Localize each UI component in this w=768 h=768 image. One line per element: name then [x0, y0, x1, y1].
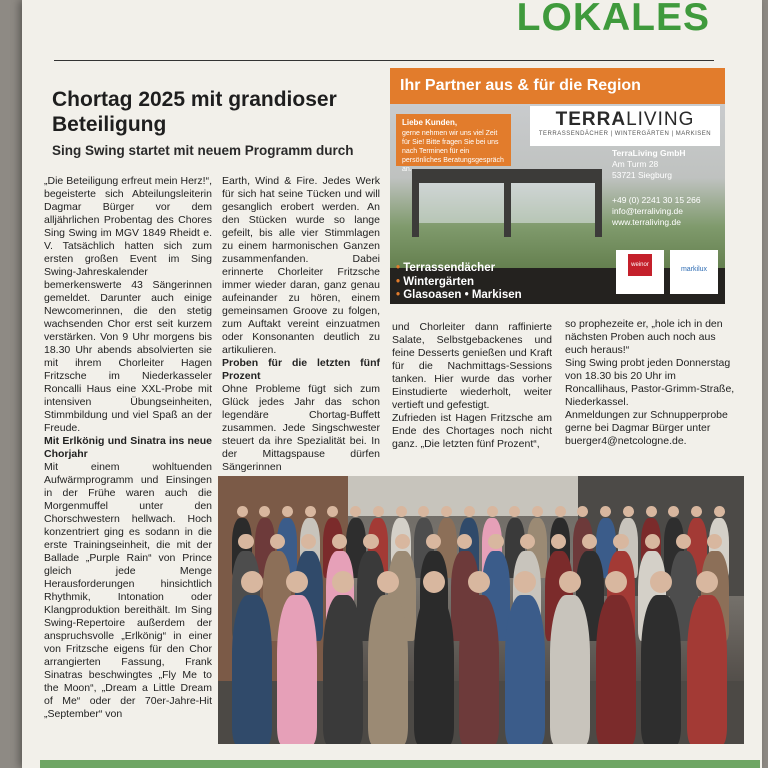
- choir-member: [687, 595, 727, 744]
- choir-member: [550, 595, 590, 744]
- article-paragraph: Sing Swing probt jeden Donnerstag von 18.30 bis 20 Uhr im Roncallihaus, Pastor-Grimm-Straße, Niederkassel.: [565, 357, 735, 408]
- choir-member-face: [487, 506, 498, 517]
- choir-member-face: [605, 571, 627, 593]
- partner-logo-weinor: weinor: [616, 250, 664, 294]
- choir-member-face: [668, 506, 679, 517]
- section-title: LOKALES: [516, 0, 710, 39]
- choir-member-face: [532, 506, 543, 517]
- choir-member-face: [396, 506, 407, 517]
- article-column-2: [222, 175, 380, 474]
- article-column-4: [565, 318, 735, 448]
- product-item: • Glasoasen • Markisen: [396, 289, 522, 301]
- article-column-1: [44, 175, 212, 721]
- choir-member-face: [241, 571, 263, 593]
- article-paragraph: Zufrieden ist Hagen Fritzsche am Ende des Chortages noch nicht ganz. „Die letzten fünf Prozent“,: [392, 412, 552, 450]
- next-article-edge: [40, 760, 760, 768]
- choir-member: [459, 595, 499, 744]
- ad-contact: [612, 148, 724, 228]
- ad-note-title: Liebe Kunden,: [402, 118, 458, 127]
- article-subheading: Proben für die letzten fünf Prozent: [222, 357, 380, 382]
- choir-member-face: [350, 506, 361, 517]
- choir-member-face: [237, 506, 248, 517]
- choir-member-face: [327, 506, 338, 517]
- logo-bold: TERRA: [555, 109, 627, 130]
- choir-member: [596, 595, 636, 744]
- article-subheadline: Sing Swing startet mit neuem Programm durch: [52, 143, 354, 158]
- choir-member-face: [259, 506, 270, 517]
- article-headline: Chortag 2025 mit grandioser Beteiligung: [52, 88, 337, 136]
- company-street: Am Turm 28: [612, 159, 659, 169]
- ad-note-text: gerne nehmen wir uns viel Zeit für Sie! Bitte fragen Sie bei uns nach Terminen für ein persönliches Beratungsgespräch an.: [402, 130, 504, 173]
- choir-member-face: [600, 506, 611, 517]
- logo-light: LIVING: [626, 109, 695, 130]
- company-city: 53721 Siegburg: [612, 170, 673, 180]
- choir-member: [641, 595, 681, 744]
- choir-member-face: [282, 506, 293, 517]
- advertisement: [390, 68, 725, 304]
- choir-member: [368, 595, 408, 744]
- choir-member-face: [423, 571, 445, 593]
- company-name: TerraLiving GmbH: [612, 148, 686, 158]
- company-phone: +49 (0) 2241 30 15 266: [612, 195, 701, 205]
- choir-member-face: [623, 506, 634, 517]
- choir-member-face: [696, 571, 718, 593]
- ad-note: [396, 114, 511, 173]
- choir-member-face: [613, 534, 628, 549]
- article-paragraph: Ohne Probleme fügt sich zum Glück jedes Jahr das schon legendäre Chortag-Buffett zusammen. Jede Singschwester steuert da ihre Spezialität bei. In der Mittagspause dürfen Sängerinnen: [222, 383, 380, 473]
- product-item: • Terrassendächer: [396, 262, 496, 274]
- article-paragraph: und Chorleiter dann raffinierte Salate, Selbstgebackenes und feine Desserts genießen und Kraft für die Nachmittags-Sessions tanken. Hier wurde das vorher Einstudierte wiederholt, weiter vertieft und gefestigt.: [392, 321, 552, 411]
- choir-member: [277, 595, 317, 744]
- choir-group-photo: [218, 476, 744, 744]
- choir-member-face: [488, 534, 503, 549]
- choir-member: [232, 595, 272, 744]
- article-paragraph: so prophezeite er, „hole ich in den nächsten Proben auch noch aus euch heraus!“: [565, 318, 723, 356]
- choir-member-face: [305, 506, 316, 517]
- choir-member-face: [691, 506, 702, 517]
- choir-member-face: [514, 571, 536, 593]
- choir-member-face: [332, 571, 354, 593]
- ad-banner: Ihr Partner aus & für die Region: [390, 68, 725, 104]
- article-paragraph: „Die Beteiligung erfreut mein Herz!“, begeisterte sich Abteilungsleiterin Dagmar Bürger vor dem alljährlichen Probentag des Chores Sing Swing im MGV 1849 Rheidt e. V. Tatsächlich hatten sich zum ersten großen Event im Sing Swing-Jahreskalender bemerkenswerte 43 Sängerinnen gemeldet. Darunter auch einige Newcomerinnen, die den stetig wachsenden Chor erst seit kurzem verstärken. Von 9 Uhr morgens bis 18.30 Uhr abends absolvierten sie mit ihrem Chorleiter Hagen Fritzsche im Niederkasseler Roncalli Haus eine XXL-Probe mit intensiven Übungseinheiten, Stimmbildung und viel Spaß an der Freude.: [44, 175, 212, 434]
- choir-member-face: [559, 571, 581, 593]
- choir-member-face: [509, 506, 520, 517]
- choir-member: [505, 595, 545, 744]
- choir-member-face: [650, 571, 672, 593]
- company-email: info@terraliving.de: [612, 206, 683, 216]
- choir-member: [414, 595, 454, 744]
- choir-member-face: [464, 506, 475, 517]
- company-web: www.terraliving.de: [612, 217, 681, 227]
- article-paragraph: Anmeldungen zur Schnupperprobe gerne bei Dagmar Bürger unter buerger4@netcologne.de.: [565, 409, 728, 447]
- article-column-3: [392, 321, 552, 451]
- choir-members: [218, 476, 744, 744]
- choir-member-face: [555, 506, 566, 517]
- pergola-image: [412, 169, 602, 237]
- company-logo: [530, 106, 720, 146]
- choir-member-face: [363, 534, 378, 549]
- article-paragraph: Earth, Wind & Fire. Jedes Werk für sich hat seine Tücken und will gesanglich erobert werden. An den Stücken wurde so lange gefeilt, bis alle vier Stimmlagen zu einem harmonischen Ganzen zusammenfanden. Dabei erinnerte Chorleiter Fritzsche immer wieder daran, ganz genau aufeinander zu hören, einem gemeinsamen Groove zu folgen, zum Auftakt vereint einzuatmen oder Konsonanten deutlich zu artikulieren.: [222, 175, 380, 356]
- choir-member: [323, 595, 363, 744]
- article-paragraph: Mit einem wohltuenden Aufwärmprogramm und Einsingen in der Frühe waren auch die Morgenmuffel unter den Chorschwestern hellwach. Hoch konzentriert ging es sodann in die erste Trainingseinheit, die mit der Ballade „Purple Rain“ von Prince gleich jede Menge Herausforderungen hinsichtlich Rhythmik, Intonation oder Klangproduktion bereithält. Im Sing Swing-Repertoire außerdem der anspruchsvolle „Erlkönig“ in einer von Fritzsche eigens für den Chor arrangierten Fassung, Frank Sinatras beschwingtes „Fly Me to the Moon“, „Dream a Little Dream of Me“ oder der 70er-Jahre-Hit „September“ von: [44, 461, 212, 720]
- article-subheading: Mit Erlkönig und Sinatra ins neue Chorjahr: [44, 435, 212, 460]
- ad-products: [390, 260, 605, 304]
- choir-member-face: [418, 506, 429, 517]
- choir-member-face: [646, 506, 657, 517]
- choir-member-face: [441, 506, 452, 517]
- choir-member-face: [238, 534, 253, 549]
- partner-logo-markilux: markilux: [670, 250, 718, 294]
- choir-member-face: [373, 506, 384, 517]
- logo-tagline: TERRASSENDÄCHER | WINTERGÄRTEN | MARKISEN: [538, 131, 712, 137]
- product-item: • Wintergärten: [396, 275, 475, 288]
- choir-member-face: [714, 506, 725, 517]
- choir-member-face: [577, 506, 588, 517]
- header-rule: [54, 60, 714, 61]
